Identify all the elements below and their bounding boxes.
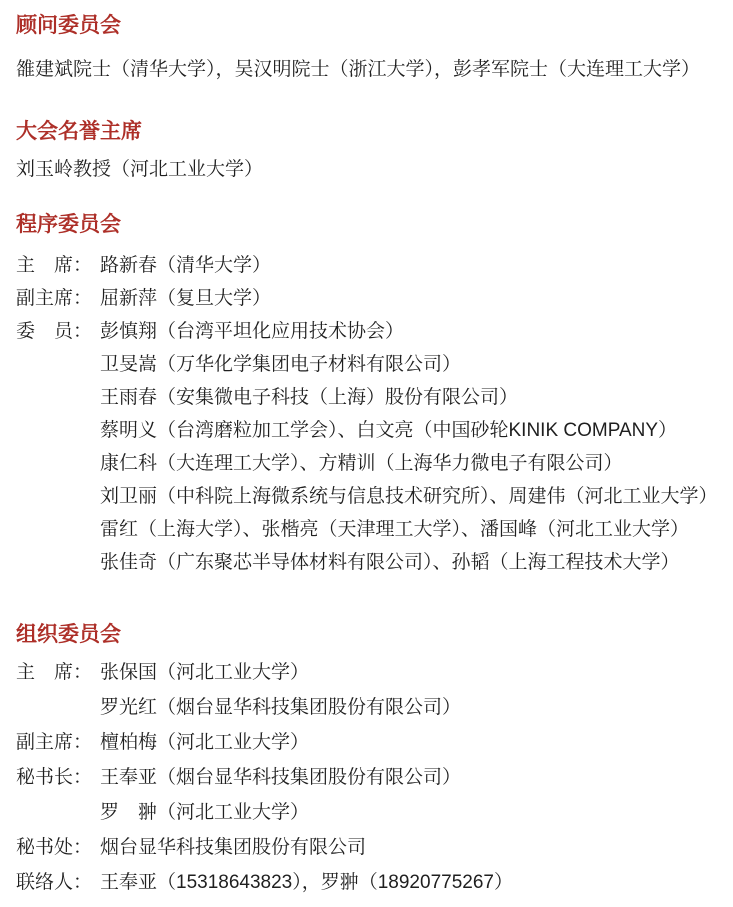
row-content: 王奉亚（15318643823），罗翀（18920775267）: [100, 872, 513, 893]
section-heading: 大会名誉主席: [16, 120, 142, 143]
row-label: 秘书处：: [16, 837, 93, 858]
committee-row: [16, 830, 717, 865]
row-label: 副主席：: [16, 732, 93, 753]
row-label: [16, 513, 100, 546]
row-label: [16, 690, 100, 725]
committee-row: [16, 282, 717, 315]
section-heading: 组织委员会: [16, 623, 121, 646]
row-content: 康仁科（大连理工大学）、方精训（上海华力微电子有限公司）: [100, 453, 623, 474]
committee-rows: [16, 249, 717, 579]
row-label: [16, 381, 100, 414]
row-content: 路新春（清华大学）: [100, 255, 272, 276]
row-content: 张佳奇（广东聚芯半导体材料有限公司）、孙韬（上海工程技术大学）: [100, 552, 680, 573]
row-content: 卫旻嵩（万华化学集团电子材料有限公司）: [100, 354, 462, 375]
row-label: 秘书长：: [16, 767, 93, 788]
committee-section: [16, 14, 717, 82]
committee-row: [16, 795, 717, 830]
committee-section: [16, 120, 717, 182]
row-content: 张保国（河北工业大学）: [100, 662, 310, 683]
row-content: 罗 翀（河北工业大学）: [100, 802, 310, 823]
committee-row: [16, 865, 717, 900]
row-content: 雷红（上海大学）、张楷亮（天津理工大学）、潘国峰（河北工业大学）: [100, 519, 690, 540]
committee-section: [16, 623, 717, 900]
row-label: 副主席：: [16, 288, 93, 309]
section-heading: 顾问委员会: [16, 14, 121, 37]
row-content: 刘卫丽（中科院上海微系统与信息技术研究所）、周建伟（河北工业大学）: [100, 486, 718, 507]
committee-row: [16, 315, 717, 348]
row-label: [16, 795, 100, 830]
row-content: 王雨春（安集微电子科技（上海）股份有限公司）: [100, 387, 519, 408]
committee-section: [16, 213, 717, 579]
row-label: [16, 447, 100, 480]
committee-row: [16, 690, 717, 725]
committee-row: [16, 414, 717, 447]
committee-row: [16, 725, 717, 760]
row-content: 烟台显华科技集团股份有限公司: [100, 837, 367, 858]
committee-row: [16, 546, 717, 579]
row-content: 檀柏梅（河北工业大学）: [100, 732, 310, 753]
committee-row: [16, 381, 717, 414]
row-content: 罗光红（烟台显华科技集团股份有限公司）: [100, 697, 462, 718]
row-label: [16, 546, 100, 579]
committee-row: [16, 480, 717, 513]
row-label: 主 席：: [16, 255, 93, 276]
section-paragraph: 刘玉岭教授（河北工业大学）: [16, 159, 264, 180]
row-content: 王奉亚（烟台显华科技集团股份有限公司）: [100, 767, 462, 788]
committee-row: [16, 513, 717, 546]
row-content: 彭慎翔（台湾平坦化应用技术协会）: [100, 321, 405, 342]
row-label: [16, 480, 100, 513]
committee-row: [16, 655, 717, 690]
section-heading: 程序委员会: [16, 213, 121, 236]
committee-row: [16, 348, 717, 381]
row-content: 蔡明义（台湾磨粒加工学会）、白文亮（中国砂轮KINIK COMPANY）: [100, 420, 678, 441]
row-label: [16, 348, 100, 381]
committee-rows: [16, 655, 717, 900]
committee-row: [16, 760, 717, 795]
section-paragraph: 雒建斌院士（清华大学），吴汉明院士（浙江大学），彭孝军院士（大连理工大学）: [16, 59, 701, 80]
committee-row: [16, 249, 717, 282]
row-label: [16, 414, 100, 447]
committee-row: [16, 447, 717, 480]
row-label: 委 员：: [16, 321, 93, 342]
row-label: 联络人：: [16, 872, 93, 893]
row-content: 屈新萍（复旦大学）: [100, 288, 272, 309]
row-label: 主 席：: [16, 662, 93, 683]
